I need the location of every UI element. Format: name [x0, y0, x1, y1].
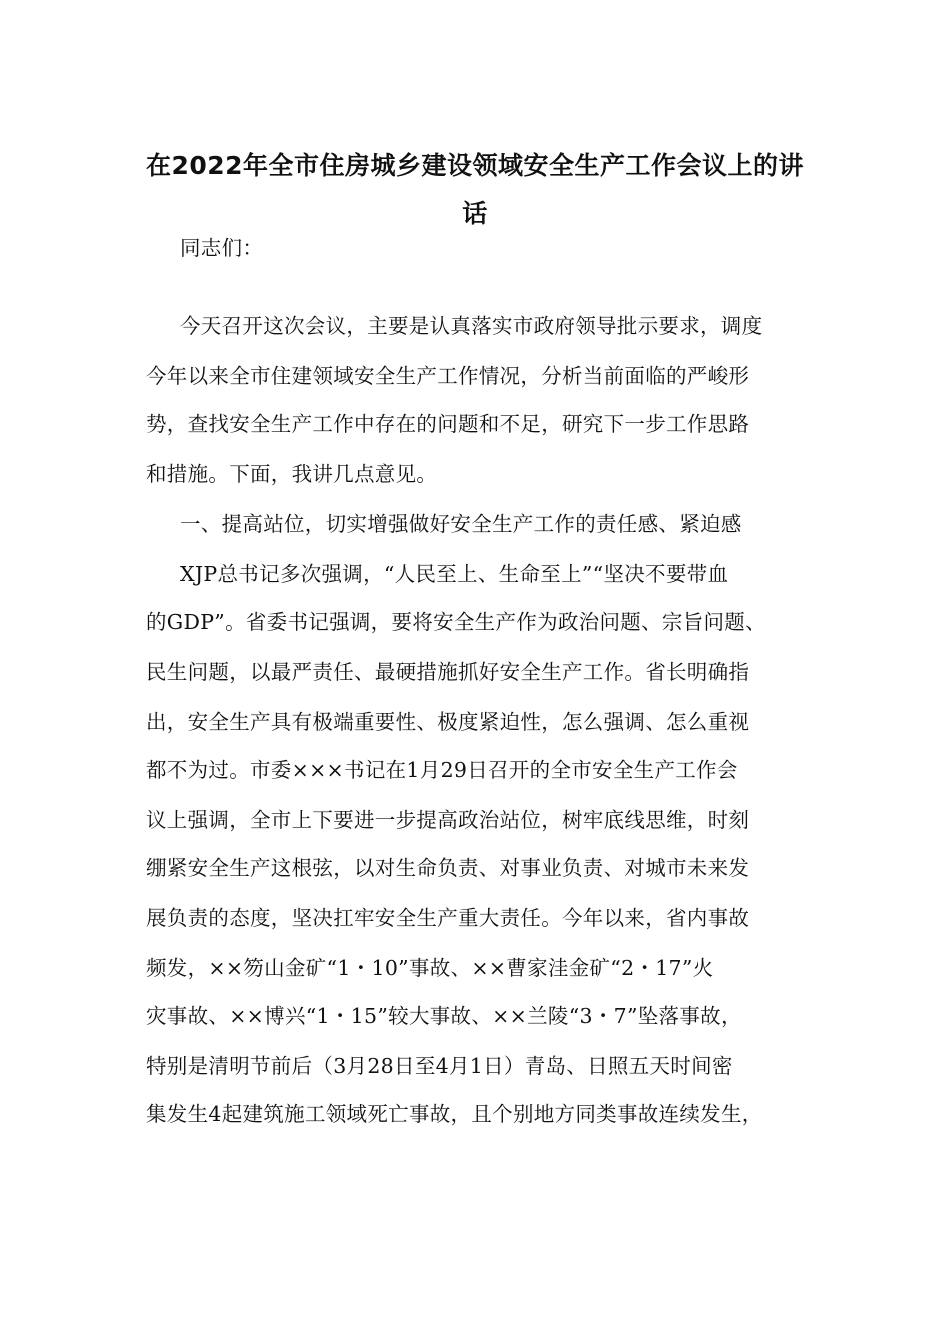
paragraph2-line-8: 展负责的态度，坚决扛牢安全生产重大责任。今年以来，省内事故: [146, 906, 750, 930]
paragraph2-line-6: 议上强调，全市上下要进一步提高政治站位，树牢底线思维，时刻: [146, 808, 750, 832]
paragraph2-line-4: 出，安全生产具有极端重要性、极度紧迫性，怎么强调、怎么重视: [146, 710, 750, 734]
paragraph2-line-2: 的GDP”。省委书记强调，要将安全生产作为政治问题、宗旨问题、: [146, 610, 766, 634]
title-line-2: 话: [462, 199, 488, 228]
document-title: [120, 142, 830, 238]
paragraph2-line-9: 频发，××笏山金矿“1・10”事故、××曹家洼金矿“2・17”火: [146, 956, 714, 980]
paragraph1-line-4: 和措施。下面，我讲几点意见。: [146, 462, 438, 486]
paragraph2-line-11: 特别是清明节前后（3月28日至4月1日）青岛、日照五天时间密: [146, 1054, 733, 1078]
paragraph2-line-12: 集发生4起建筑施工领域死亡事故，且个别地方同类事故连续发生，: [146, 1102, 763, 1126]
paragraph2-line-3: 民生问题，以最严责任、最硬措施抓好安全生产工作。省长明确指: [146, 660, 750, 684]
paragraph1-line-3: 势，查找安全生产工作中存在的问题和不足，研究下一步工作思路: [146, 412, 750, 436]
paragraph1-line-1: 今天召开这次会议，主要是认真落实市政府领导批示要求，调度: [180, 314, 763, 338]
paragraph1-line-2: 今年以来全市住建领域安全生产工作情况，分析当前面临的严峻形: [146, 364, 750, 388]
paragraph2-line-1: XJP总书记多次强调，“人民至上、生命至上”“坚决不要带血: [180, 562, 729, 586]
section-heading-1: 一、提高站位，切实增强做好安全生产工作的责任感、紧迫感: [180, 512, 742, 536]
paragraph2-line-10: 灾事故、××博兴“1・15”较大事故、××兰陵“3・7”坠落事故，: [146, 1004, 742, 1028]
paragraph2-line-7: 绷紧安全生产这根弦，以对生命负责、对事业负责、对城市未来发: [146, 856, 750, 880]
title-line-1: 在2022年全市住房城乡建设领域安全生产工作会议上的讲: [145, 151, 805, 180]
paragraph2-line-5: 都不为过。市委×××书记在1月29日召开的全市安全生产工作会: [146, 758, 738, 782]
salutation: 同志们：: [180, 236, 264, 260]
